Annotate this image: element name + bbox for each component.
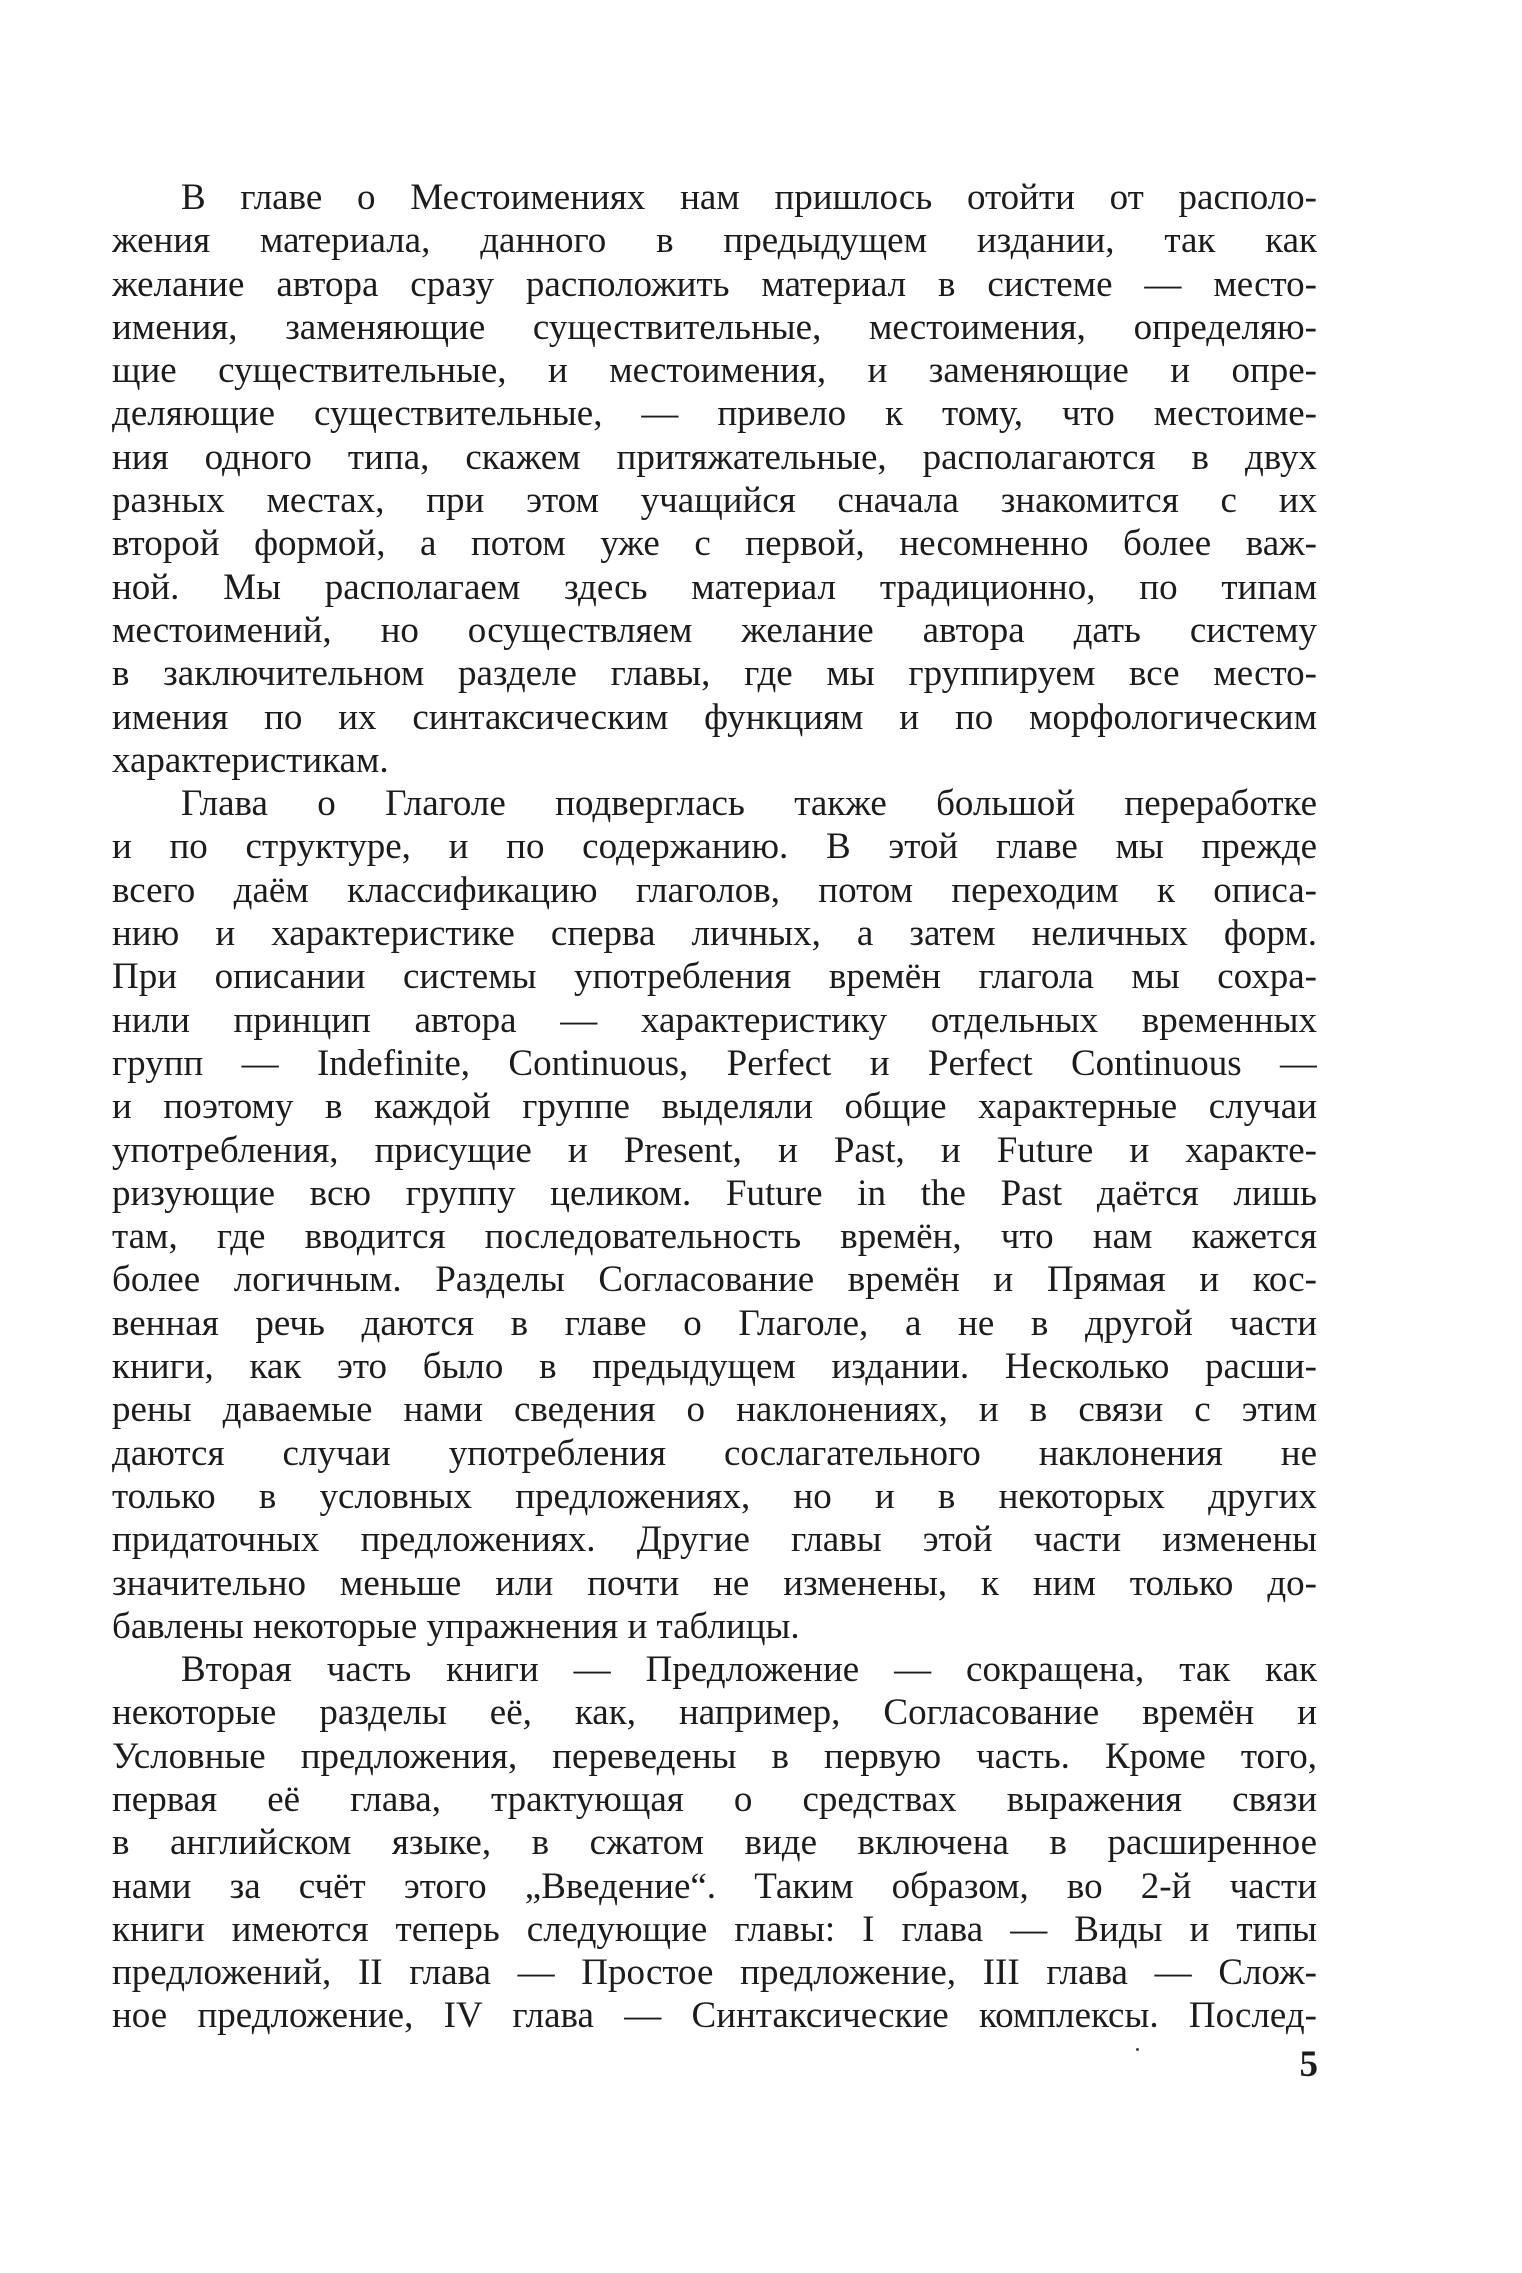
- text-line: ное предложение, IV глава — Синтаксические комплексы. Послед-: [112, 1995, 1317, 2037]
- text-line: там, где вводится последовательность времён, что нам кажется: [112, 1216, 1317, 1258]
- text-line: имения по их синтаксическим функциям и по морфологическим: [112, 696, 1317, 738]
- text-line: В главе о Местоимениях нам пришлось отойти от располо-: [181, 177, 1317, 218]
- text-line: ризующие всю группу целиком. Future in the Past даётся лишь: [112, 1172, 1317, 1214]
- text-line: Условные предложения, переведены в первую часть. Кроме того,: [112, 1735, 1317, 1777]
- text-line: в заключительном разделе главы, где мы группируем все место-: [112, 653, 1317, 695]
- text-line: всего даём классификацию глаголов, потом переходим к описа-: [112, 869, 1317, 911]
- text-line: бавлены некоторые упражнения и таблицы.: [112, 1605, 800, 1647]
- text-line: деляющие существительные, — привело к тому, что местоиме-: [112, 393, 1317, 435]
- text-line: значительно меньше или почти не изменены, к ним только до-: [112, 1562, 1317, 1604]
- text-line: рены даваемые нами сведения о наклонениях, и в связи с этим: [112, 1389, 1317, 1431]
- text-line: книги имеются теперь следующие главы: I глава — Виды и типы: [112, 1908, 1317, 1950]
- text-line: жения материала, данного в предыдущем издании, так как: [112, 220, 1317, 262]
- text-line: нили принцип автора — характеристику отдельных временных: [112, 999, 1317, 1041]
- text-line: и поэтому в каждой группе выделяли общие характерные случаи: [112, 1086, 1317, 1128]
- text-line: второй формой, а потом уже с первой, несомненно более важ-: [112, 523, 1317, 565]
- text-line: даются случаи употребления сослагательного наклонения не: [112, 1432, 1317, 1474]
- text-line: местоимений, но осуществляем желание автора дать систему: [112, 609, 1317, 651]
- text-line: При описании системы употребления времён глагола мы сохра-: [112, 956, 1317, 998]
- text-line: книги, как это было в предыдущем издании. Несколько расши-: [112, 1346, 1317, 1388]
- text-line: Глава о Глаголе подверглась также большой переработке: [181, 783, 1317, 825]
- text-line: имения, заменяющие существительные, местоимения, определяю-: [112, 306, 1317, 348]
- text-line: нию и характеристике сперва личных, а затем неличных форм.: [112, 913, 1317, 955]
- text-line: предложений, II глава — Простое предложение, III глава — Слож-: [112, 1952, 1317, 1994]
- text-line: ния одного типа, скажем притяжательные, располагаются в двух: [112, 436, 1317, 478]
- text-line: только в условных предложениях, но и в некоторых других: [112, 1475, 1317, 1517]
- text-line: нами за счёт этого „Введение“. Таким образом, во 2-й части: [112, 1865, 1317, 1907]
- text-line: в английском языке, в сжатом виде включена в расширенное: [112, 1822, 1317, 1864]
- text-line: разных местах, при этом учащийся сначала знакомится с их: [112, 480, 1317, 522]
- text-line: щие существительные, и местоимения, и заменяющие и опре-: [112, 350, 1317, 392]
- text-line: групп — Indefinite, Continuous, Perfect и Perfect Continuous —: [112, 1042, 1317, 1084]
- text-line: первая её глава, трактующая о средствах выражения связи: [112, 1778, 1317, 1820]
- text-line: Вторая часть книги — Предложение — сокращена, так как: [181, 1649, 1317, 1691]
- text-line: придаточных предложениях. Другие главы этой части изменены: [112, 1519, 1317, 1561]
- text-line: некоторые разделы её, как, например, Согласование времён и: [112, 1692, 1317, 1734]
- text-line: ной. Мы располагаем здесь материал традиционно, по типам: [112, 566, 1317, 608]
- text-line: венная речь даются в главе о Глаголе, а не в другой части: [112, 1302, 1317, 1344]
- text-line: употребления, присущие и Present, и Past, и Future и характе-: [112, 1129, 1317, 1171]
- body-text: [112, 176, 1317, 2038]
- text-line: более логичным. Разделы Согласование времён и Прямая и кос-: [112, 1259, 1317, 1301]
- print-speck: [1136, 2048, 1139, 2051]
- text-line: желание автора сразу расположить материал в системе — место-: [112, 263, 1317, 305]
- text-line: характеристикам.: [112, 739, 389, 781]
- page-number: 5: [1299, 2044, 1318, 2085]
- text-line: и по структуре, и по содержанию. В этой главе мы прежде: [112, 826, 1317, 868]
